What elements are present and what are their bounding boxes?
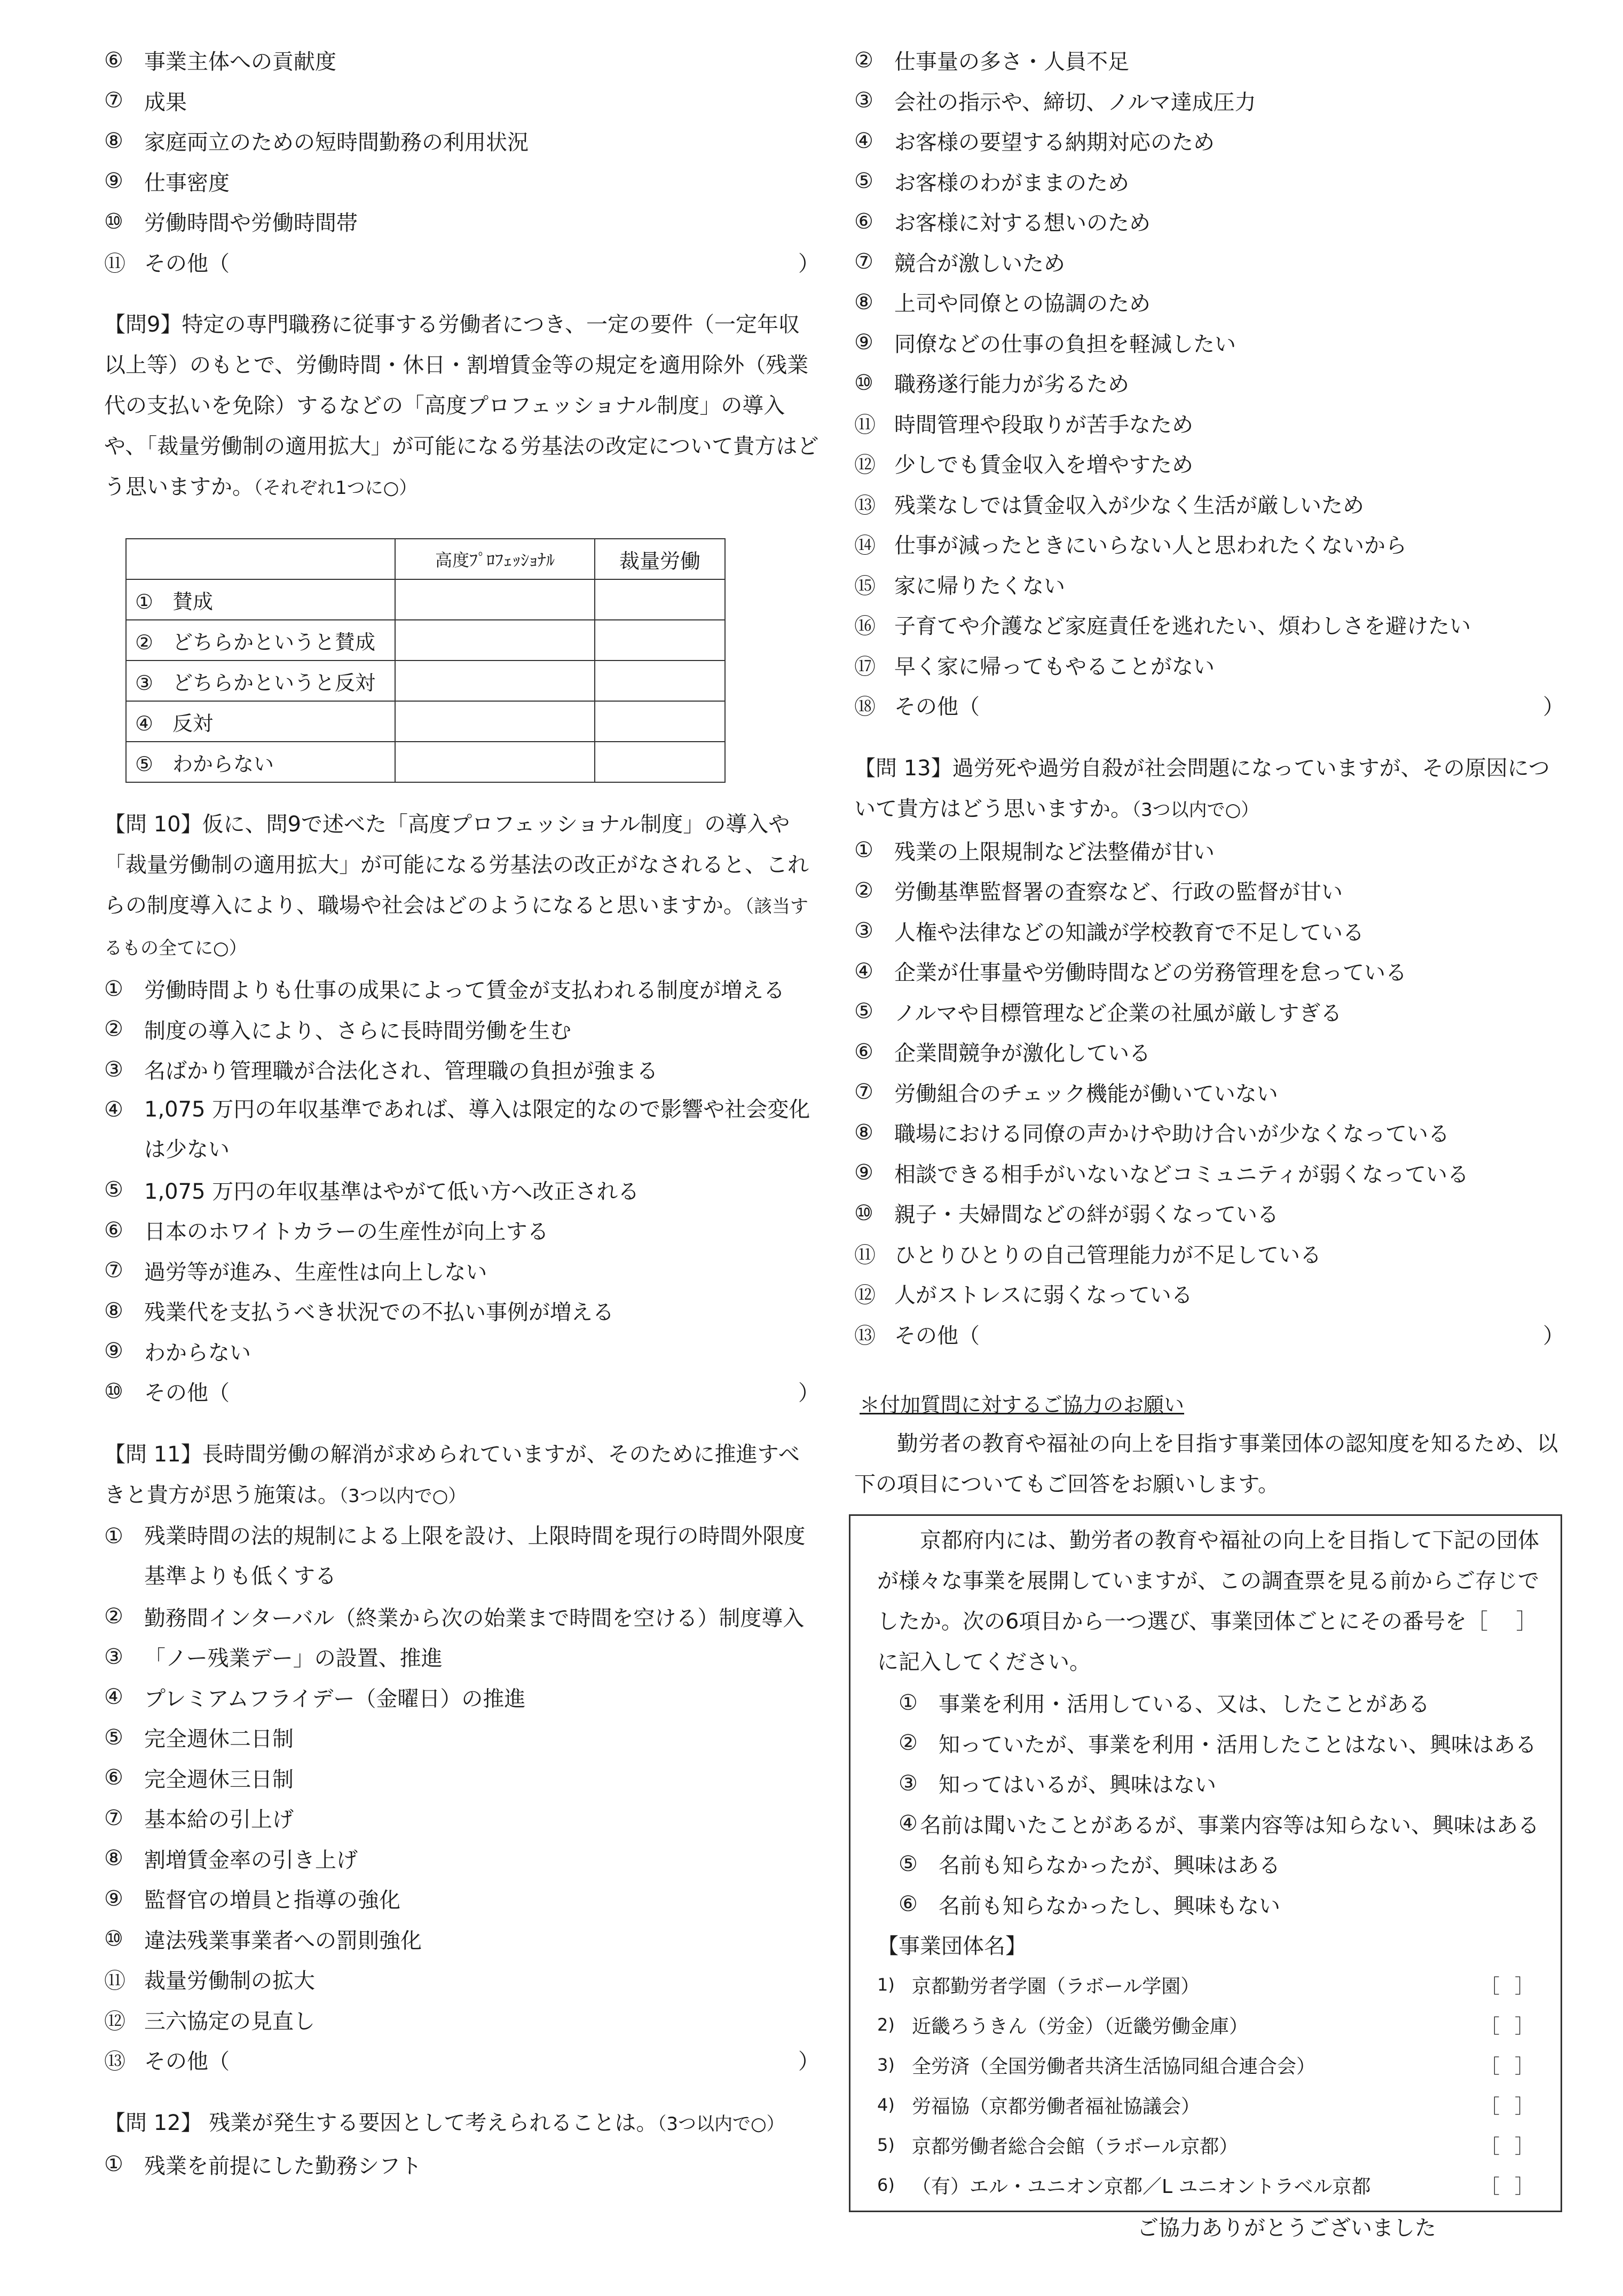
answer-bracket[interactable]: ［ ］ xyxy=(1480,1975,1534,1998)
list-item[interactable]: ⑫ 少しでも賃金収入を増やすため xyxy=(854,453,1193,478)
list-item[interactable]: ③ 人権や法律などの知識が学校教育で不足している xyxy=(854,918,1364,945)
list-item[interactable]: ⑦ 基本給の引上げ xyxy=(104,1805,294,1833)
q10-option-list xyxy=(104,969,820,1412)
list-item[interactable]: ⑤ お客様のわがままのため xyxy=(854,169,1129,195)
list-item-other[interactable]: ⑬ その他（ ） xyxy=(854,1314,1564,1355)
list-item: ⑤ 名前も知らなかったが、興味はある xyxy=(899,1851,1280,1878)
list-item[interactable]: ① 残業の上限規制など法整備が甘い xyxy=(854,838,1215,864)
list-item[interactable]: ⑧ 職場における同僚の声かけや助け合いが少なくなっている xyxy=(854,1120,1449,1147)
closing-thanks: ご協力ありがとうございました xyxy=(1137,2215,1436,2240)
table-row: ① 賛成 xyxy=(126,579,725,620)
answer-cell[interactable] xyxy=(595,661,725,701)
org-list xyxy=(877,1965,1539,2205)
list-item[interactable]: ④ プレミアムフライデー（金曜日）の推進 xyxy=(104,1685,526,1711)
list-item: ⑧ 家庭両立のための短時間勤務の利用状況 xyxy=(104,128,529,155)
list-item[interactable]: ④ 企業が仕事量や労働時間などの労務管理を怠っている xyxy=(854,958,1407,986)
list-item: ③ 知ってはいるが、興味はない xyxy=(899,1771,1216,1798)
question-10: 【問 10】仮に、問9で述べた「高度プロフェッショナル制度」の導入や「裁量労働制の適用拡大」が可能になる労基法の改正がなされると、これらの制度導入により、職場や社会はどのようになると思いますか。（該当するもの全てに○） xyxy=(104,812,809,959)
list-item[interactable]: ⑩ 職務遂行能力が劣るため xyxy=(854,370,1129,397)
list-item[interactable]: ⑪ ひとりひとりの自己管理能力が不足している xyxy=(854,1243,1321,1268)
answer-bracket[interactable]: ［ ］ xyxy=(1480,2055,1534,2078)
list-item[interactable]: ⑧ 割増賃金率の引き上げ xyxy=(104,1846,358,1873)
answer-bracket[interactable]: ［ ］ xyxy=(1480,2015,1534,2038)
list-item[interactable]: ④ 1,075 万円の年収基準であれば、導入は限定的なので影響や社会変化は少ない xyxy=(104,1097,810,1162)
list-item[interactable]: ② 制度の導入により、さらに長時間労働を生む xyxy=(104,1017,571,1043)
q9-answer-table xyxy=(125,538,726,783)
list-item[interactable]: ⑪ 時間管理や段取りが苦手なため xyxy=(854,412,1193,437)
list-item-other[interactable]: ⑱ その他（ ） xyxy=(854,685,1564,726)
list-item: ④ 名前は聞いたことがあるが、事業内容等は知らない、興味はある xyxy=(899,1811,1539,1838)
list-item[interactable]: ⑥ 完全週休三日制 xyxy=(104,1765,294,1792)
other-answer-field[interactable] xyxy=(230,2045,798,2075)
left-column xyxy=(104,40,820,2184)
list-item[interactable]: ② 仕事量の多さ・人員不足 xyxy=(854,48,1129,75)
list-item[interactable]: ① 残業時間の法的規制による上限を設け、上限時間を現行の時間外限度基準よりも低くする xyxy=(104,1523,806,1589)
list-item[interactable]: ⑨ 相談できる相手がいないなどコミュニティが弱くなっている xyxy=(854,1160,1469,1187)
list-item[interactable]: ⑩ 親子・夫婦間などの絆が弱くなっている xyxy=(854,1200,1279,1228)
awareness-choices xyxy=(877,1682,1539,1924)
list-item[interactable]: ⑨ 監督官の増員と指導の強化 xyxy=(104,1886,400,1913)
table-header-blank xyxy=(126,539,395,579)
question-11: 【問 11】長時間労働の解消が求められていますが、そのために推進すべきと貴方が思う施策は。（3つ以内で○） xyxy=(104,1442,800,1507)
list-item[interactable]: ⑦ 労働組合のチェック機能が働いていない xyxy=(854,1080,1278,1106)
box-intro: 京都府内には、勤労者の教育や福祉の向上を目指して下記の団体が様々な事業を展開していますが、この調査票を見る前からご存じでしたか。次の6項目から一つ選び、事業団体ごとにその番号を［ ］に記入してください。 xyxy=(877,1528,1539,1674)
list-item[interactable]: ⑯ 子育てや介護など家庭責任を逃れたい、煩わしさを避けたい xyxy=(854,614,1471,639)
q11-option-list xyxy=(104,1516,820,2080)
list-item: ① 事業を利用・活用している、又は、したことがある xyxy=(899,1690,1430,1717)
other-answer-field[interactable] xyxy=(980,1319,1543,1349)
orgs-title: 【事業団体名】 xyxy=(877,1934,1027,1959)
org-row: 5) 京都労働者総合会館（ラボール京都） ［ ］ xyxy=(877,2125,1539,2165)
list-item[interactable]: ② 労働基準監督署の査察など、行政の監督が甘い xyxy=(854,878,1343,905)
answer-cell[interactable] xyxy=(595,701,725,742)
list-item-other[interactable]: ⑩ その他（ ） xyxy=(104,1371,820,1412)
answer-bracket[interactable]: ［ ］ xyxy=(1480,2095,1534,2118)
list-item[interactable]: ⑫ 人がストレスに弱くなっている xyxy=(854,1283,1193,1308)
list-item-other[interactable]: ⑪ その他（ ） xyxy=(104,242,820,282)
list-item[interactable]: ⑦ 過労等が進み、生産性は向上しない xyxy=(104,1258,487,1285)
q13-option-list xyxy=(854,830,1564,1355)
other-answer-field[interactable] xyxy=(980,690,1543,720)
table-header-discretionary: 裁量労働 xyxy=(595,539,725,579)
answer-cell[interactable] xyxy=(595,579,725,620)
list-item: ② 知っていたが、事業を利用・活用したことはない、興味はある xyxy=(899,1731,1537,1757)
request-title: ＊付加質問に対するご協力のお願い xyxy=(860,1393,1185,1417)
list-item[interactable]: ⑦ 競合が激しいため xyxy=(854,249,1065,276)
list-item[interactable]: ⑧ 残業代を支払うべき状況での不払い事例が増える xyxy=(104,1298,614,1325)
org-row: 6) （有）エル・ユニオン京都／L ユニオントラベル京都 ［ ］ xyxy=(877,2165,1539,2205)
list-item[interactable]: ⑤ 1,075 万円の年収基準はやがて低い方へ改正される xyxy=(104,1177,640,1204)
list-item[interactable]: ⑪ 裁量労働制の拡大 xyxy=(104,1969,315,1994)
question-9: 【問9】特定の専門職務に従事する労働者につき、一定の要件（一定年収以上等）のもとで、労働時間・休日・割増賃金等の規定を適用除外（残業代の支払いを免除）するなどの「高度プロフェッショナル制度」の導入や、「裁量労働制の適用拡大」が可能になる労基法の改定について貴方はどう思いますか。（それぞれ1つに○） xyxy=(104,312,819,499)
answer-cell[interactable] xyxy=(595,742,725,782)
list-item: ⑥ 名前も知らなかったし、興味もない xyxy=(899,1892,1280,1918)
list-item[interactable]: ① 労働時間よりも仕事の成果によって賃金が支払われる制度が増える xyxy=(104,976,785,1003)
answer-cell[interactable] xyxy=(395,661,595,701)
list-item-other[interactable]: ⑬ その他（ ） xyxy=(104,2040,820,2080)
list-item: ⑥ 事業主体への貢献度 xyxy=(104,48,336,75)
answer-bracket[interactable]: ［ ］ xyxy=(1480,2135,1534,2158)
table-header-pro: 高度ﾌﾟﾛﾌｪｯｼｮﾅﾙ xyxy=(395,539,595,579)
list-item[interactable]: ⑥ お客様に対する想いのため xyxy=(854,209,1151,236)
q8-option-list xyxy=(104,40,820,282)
answer-cell[interactable] xyxy=(395,620,595,661)
list-item: ⑦ 成果 xyxy=(104,88,187,115)
list-item[interactable]: ③ 会社の指示や、締切、ノルマ達成圧力 xyxy=(854,88,1256,115)
list-item[interactable]: ⑨ 同僚などの仕事の負担を軽減したい xyxy=(854,330,1236,357)
org-row: 1) 京都勤労者学園（ラボール学園） ［ ］ xyxy=(877,1965,1539,2005)
list-item[interactable]: ① 残業を前提にした勤務シフト xyxy=(104,2152,422,2179)
list-item[interactable]: ⑩ 違法残業事業者への罰則強化 xyxy=(104,1927,422,1953)
list-item: ⑩ 労働時間や労働時間帯 xyxy=(104,209,358,236)
list-item: ⑨ 仕事密度 xyxy=(104,169,230,195)
list-item[interactable]: ⑬ 残業なしでは賃金収入が少なく生活が厳しいため xyxy=(854,493,1364,518)
answer-cell[interactable] xyxy=(395,742,595,782)
list-item[interactable]: ⑨ わからない xyxy=(104,1339,251,1365)
other-answer-field[interactable] xyxy=(230,1376,798,1406)
list-item[interactable]: ⑥ 日本のホワイトカラーの生産性が向上する xyxy=(104,1217,549,1245)
org-row: 2) 近畿ろうきん（労金）（近畿労働金庫） ［ ］ xyxy=(877,2005,1539,2045)
question-12: 【問 12】 残業が発生する要因として考えられることは。（3つ以内で○） xyxy=(104,2110,785,2135)
list-item[interactable]: ④ お客様の要望する納期対応のため xyxy=(854,128,1215,155)
list-item[interactable]: ③ 名ばかり管理職が合法化され、管理職の負担が強まる xyxy=(104,1057,658,1084)
table-row: ⑤ わからない xyxy=(126,742,725,782)
org-row: 4) 労福協（京都労働者福祉協議会） ［ ］ xyxy=(877,2085,1539,2125)
organization-awareness-box xyxy=(849,1514,1562,2212)
table-row: ④ 反対 xyxy=(126,701,725,742)
answer-cell[interactable] xyxy=(395,701,595,742)
list-item[interactable]: ⑧ 上司や同僚との協調のため xyxy=(854,289,1151,317)
answer-cell[interactable] xyxy=(395,579,595,620)
question-13: 【問 13】過労死や過労自殺が社会問題になっていますが、その原因について貴方はどう思いますか。（3つ以内で○） xyxy=(854,756,1550,821)
list-item[interactable]: ③ 「ノー残業デー」の設置、推進 xyxy=(104,1644,443,1671)
answer-bracket[interactable]: ［ ］ xyxy=(1480,2175,1534,2198)
q12-option-list xyxy=(854,40,1564,726)
list-item[interactable]: ② 勤務間インターバル（終業から次の始業まで時間を空ける）制度導入 xyxy=(104,1604,805,1631)
list-item[interactable]: ⑥ 企業間競争が激化している xyxy=(854,1039,1151,1066)
answer-cell[interactable] xyxy=(595,620,725,661)
list-item[interactable]: ⑤ 完全週休二日制 xyxy=(104,1725,294,1752)
table-row: ② どちらかというと賛成 xyxy=(126,620,725,661)
org-row: 3) 全労済（全国労働者共済生活協同組合連合会） ［ ］ xyxy=(877,2045,1539,2085)
right-column xyxy=(854,40,1564,2244)
list-item[interactable]: ⑰ 早く家に帰ってもやることがない xyxy=(854,654,1215,679)
request-body: 勤労者の教育や福祉の向上を目指す事業団体の認知度を知るため、以下の項目についてもご回答をお願いします。 xyxy=(854,1432,1558,1497)
table-row: ③ どちらかというと反対 xyxy=(126,661,725,701)
list-item[interactable]: ⑮ 家に帰りたくない xyxy=(854,573,1065,599)
list-item[interactable]: ⑤ ノルマや目標管理など企業の社風が厳しすぎる xyxy=(854,999,1342,1026)
list-item[interactable]: ⑫ 三六協定の見直し xyxy=(104,2009,315,2034)
list-item[interactable]: ⑭ 仕事が減ったときにいらない人と思われたくないから xyxy=(854,533,1407,559)
other-answer-field[interactable] xyxy=(230,247,798,277)
